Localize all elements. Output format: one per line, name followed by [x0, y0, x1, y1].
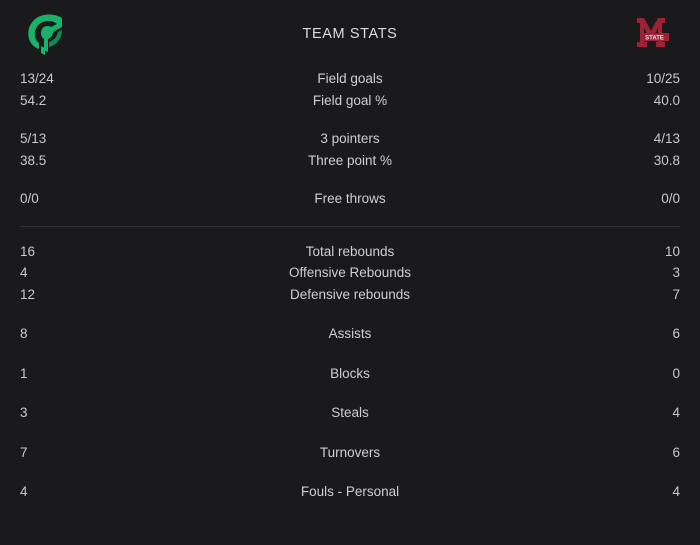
- stats-group-shooting: [20, 68, 680, 210]
- stat-row-3-pointers: [20, 128, 680, 150]
- section-divider: [20, 226, 680, 227]
- home-value: 4: [672, 484, 680, 500]
- row-spacer: [20, 345, 680, 363]
- away-value: 7: [20, 444, 28, 460]
- row-spacer: [20, 384, 680, 402]
- stat-label: Three point %: [307, 152, 393, 168]
- away-value: 16: [20, 243, 36, 259]
- home-value: 4: [672, 405, 680, 421]
- stat-label: Assists: [328, 326, 372, 342]
- stat-label: Blocks: [330, 365, 370, 381]
- stat-row-blocks: [20, 363, 680, 385]
- row-spacer: [20, 305, 680, 323]
- home-value: 4/13: [653, 131, 680, 147]
- away-value: 4: [20, 484, 28, 500]
- stats-header: [20, 0, 680, 68]
- stat-label: Field goal %: [312, 92, 388, 108]
- stat-row-field-goals: [20, 68, 680, 90]
- stat-row-assists: [20, 323, 680, 345]
- stat-label: Defensive rebounds: [289, 286, 411, 302]
- stat-label: 3 pointers: [320, 131, 380, 147]
- row-spacer: [20, 463, 680, 481]
- stat-label: Fouls - Personal: [300, 484, 400, 500]
- stat-row-field-goal-pct: [20, 90, 680, 112]
- away-value: 5/13: [20, 131, 47, 147]
- row-spacer: [20, 424, 680, 442]
- stat-row-fouls-personal: [20, 481, 680, 503]
- home-value: 3: [672, 265, 680, 281]
- stat-label: Steals: [331, 405, 369, 421]
- home-value: 10: [664, 243, 680, 259]
- home-value: 10/25: [646, 71, 680, 87]
- home-value: 0: [672, 365, 680, 381]
- away-value: 8: [20, 326, 28, 342]
- stat-row-offensive-rebounds: [20, 262, 680, 284]
- home-value: 30.8: [653, 152, 680, 168]
- away-value: 13/24: [20, 71, 54, 87]
- away-value: 0/0: [20, 191, 39, 207]
- stat-row-turnovers: [20, 442, 680, 464]
- stat-row-total-rebounds: [20, 241, 680, 263]
- home-value: 40.0: [653, 92, 680, 108]
- stat-label: Turnovers: [319, 444, 381, 460]
- away-value: 54.2: [20, 92, 47, 108]
- spartan-helmet-logo[interactable]: [20, 11, 72, 57]
- row-spacer: [20, 171, 680, 188]
- stat-label: Offensive Rebounds: [288, 265, 412, 281]
- page-title: TEAM STATS: [302, 26, 398, 42]
- stat-row-three-point-pct: [20, 150, 680, 172]
- stat-row-free-throws: [20, 188, 680, 210]
- row-spacer: [20, 111, 680, 128]
- away-value: 1: [20, 365, 28, 381]
- away-value: 38.5: [20, 152, 47, 168]
- home-value: 7: [672, 286, 680, 302]
- home-value: 6: [672, 444, 680, 460]
- stat-row-defensive-rebounds: [20, 284, 680, 306]
- stat-label: Field goals: [317, 71, 383, 87]
- away-value: 4: [20, 265, 28, 281]
- stat-label: Total rebounds: [305, 243, 395, 259]
- stat-label: Free throws: [314, 191, 386, 207]
- home-value: 0/0: [661, 191, 680, 207]
- mississippi-state-m-logo[interactable]: [628, 11, 680, 57]
- away-value: 12: [20, 286, 36, 302]
- stat-row-steals: [20, 402, 680, 424]
- svg-text:STATE: STATE: [645, 35, 664, 42]
- away-value: 3: [20, 405, 28, 421]
- stats-group-rebounds: [20, 241, 680, 306]
- home-value: 6: [672, 326, 680, 342]
